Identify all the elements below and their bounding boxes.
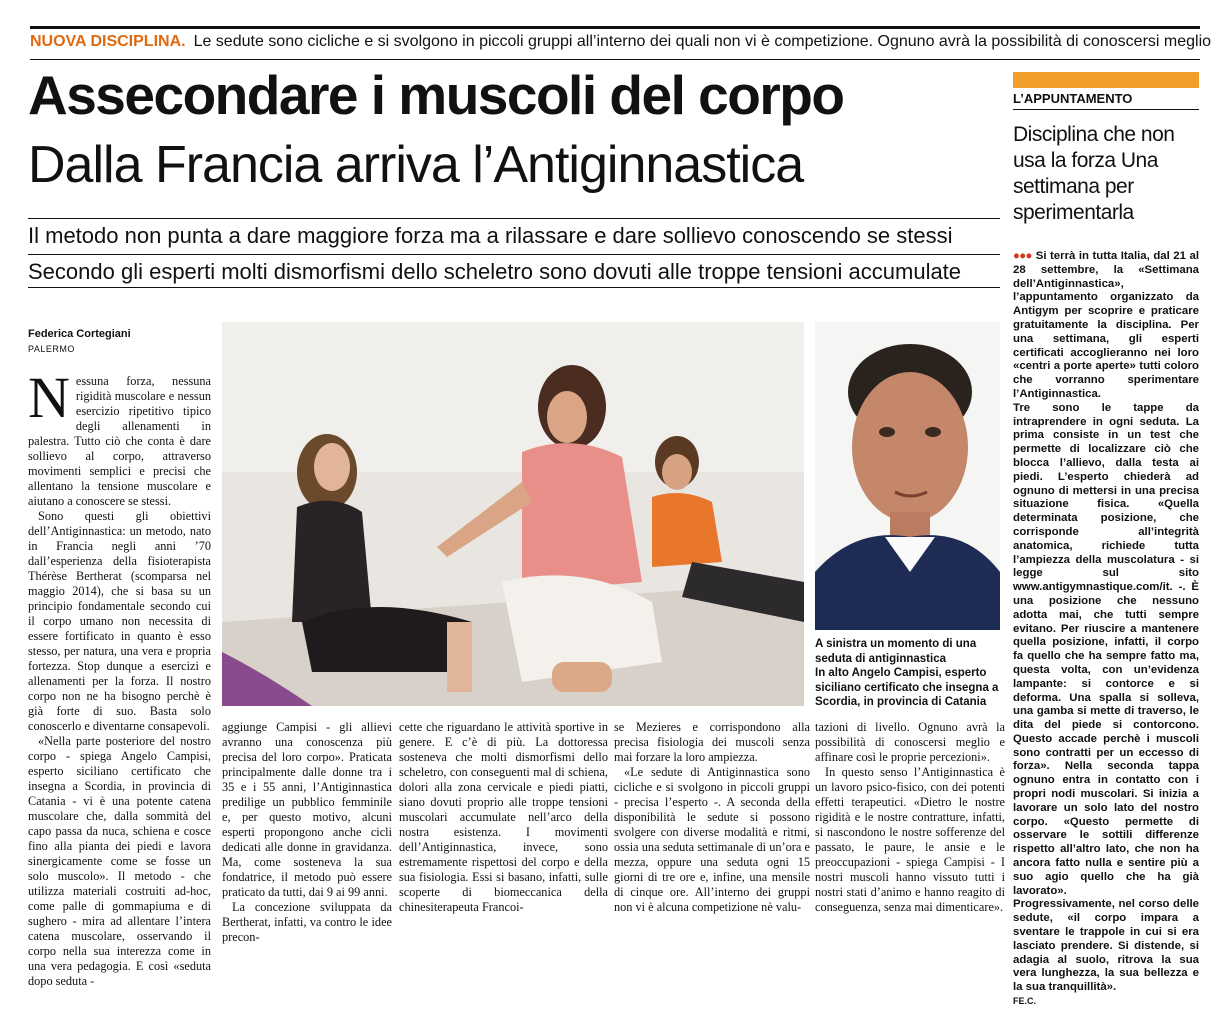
sidebar-body — [1013, 250, 1199, 1009]
paragraph: essuna forza, nessuna rigidità muscolare e nessun esercizio ripetitivo tipico degli allenamenti in palestra. Tutto ciò che conta è dare sollievo al corpo, attraverso movimenti semplici e precisi che allentano la tensione muscolare e aiutano a conoscere se stessi. — [28, 374, 211, 508]
article-column-4 — [614, 720, 810, 914]
session-photo — [222, 322, 804, 706]
paragraph: aggiunge Campisi - gli allievi avranno una conoscenza più precisa del loro corpo». Praticata principalmente dalle donne tra i 35 e i 55 anni, l’Antiginnastica predilige un pubblico femminile e, per questo motivo, alcuni esperti propongono anche cicli dedicati alle donne in gravidanza. Ma, come sosteneva la sua fondatrice, il metodo può essere praticato da tutti, dai 9 ai 99 anni. — [222, 720, 392, 899]
article-column-2 — [222, 720, 392, 944]
paragraph: tazioni di livello. Ognuno avrà la possibilità di conoscersi meglio e affinare così le proprie percezioni». — [815, 720, 1005, 764]
article-column-1 — [28, 365, 211, 988]
byline-author: Federica Cortegiani — [28, 328, 131, 340]
article-column-3 — [399, 720, 608, 914]
paragraph: se Mezieres e corrispondono alla precisa fisiologia dei muscoli senza mai forzare la loro ampiezza. — [614, 720, 810, 764]
sidebar-paragraph: ●●● Si terrà in tutta Italia, dal 21 al 28 settembre, la «Settimana dell’Antiginnastica», l’appuntamento organizzato da Antigym per scoprire e praticare gratuitamente la disciplina. Per una settimana, gli esperti certificati accoglieranno nei loro «centri a porte aperte» tutti coloro che vorranno sperimentare l’Antiginnastica. — [1013, 250, 1199, 400]
summary-line-2: Secondo gli esperti molti dismorfismi dello scheletro sono dovuti alle troppe tensioni accumulate — [28, 254, 1000, 288]
photo-caption — [815, 637, 1000, 710]
caption-line: A sinistra un momento di una seduta di antiginnastica — [815, 638, 977, 665]
kicker-text: Le sedute sono cicliche e si svolgono in piccoli gruppi all’interno dei quali non vi è competizione. Ognuno avrà la possibilità di conoscersi meglio — [193, 33, 1212, 50]
headline-title: Assecondare i muscoli del corpo — [28, 64, 844, 126]
paragraph: cette che riguardano le attività sportive in genere. E c’è di più. La dottoressa sosteneva che molti dismorfismi dello scheletro, con conseguenti mal di schiena, dolori alla zona cervicale e piedi piatti, siano dovuti proprio alle troppe tensioni muscolari accumulate nell’arco della nostra esistenza. I movimenti dell’Antiginnastica, invece, sono estremamente rispettosi del corpo e della sua fisiologia. Essi si basano, infatti, sulle scoperte di biomeccanica della chinesiterapeuta Francoi- — [399, 720, 608, 914]
drop-cap: N — [28, 365, 70, 430]
paragraph: In questo senso l’Antiginnastica è un lavoro psico-fisico, con dei potenti effetti terapeutici. «Dietro le nostre rigidità e le nostre contratture, infatti, si nascondono le nostre sofferenze del passato, le paure, le ansie e le preoccupazioni - spiega Campisi - I nostri muscoli hanno vissuto tutti i nostri stati d’animo e hanno reagito di conseguenza, senza mai dimenticare». — [815, 765, 1005, 914]
paragraph: «Le sedute di Antiginnastica sono cicliche e si svolgono in piccoli gruppi - precisa l’esperto -. A seconda della disponibilità le sedute si possono svolgere con diverse modalità e ritmi, ossia una seduta settimanale di un’ora e mezza, oppure una seduta ogni 15 giorni di tre ore e, infine, una mensile di cinque ore. All’interno dei gruppi non vi è alcuna competizione nè valu- — [614, 765, 810, 914]
kicker — [30, 26, 1212, 60]
article-column-5 — [815, 720, 1005, 914]
sidebar-paragraph: Progressivamente, nel corso delle sedute, «il corpo impara a sventare le trappole in cui si era lasciato prendere. Si distende, si adagia al suolo, ritrova la sua vera lunghezza, la sua bellezza e la sua tranquillità». — [1013, 898, 1199, 994]
bullet-dots-icon: ●●● — [1013, 250, 1032, 262]
paragraph: La concezione sviluppata da Bertherat, infatti, va contro le idee precon- — [222, 900, 392, 944]
caption-line: In alto Angelo Campisi, esperto siciliano certificato che insegna a Scordia, in provincia di Catania — [815, 667, 999, 708]
summary-line-1: Il metodo non punta a dare maggiore forza ma a rilassare e dare sollievo conoscendo se stessi — [28, 218, 1000, 251]
paragraph: «Nella parte posteriore del nostro corpo - spiega Angelo Campisi, esperto siciliano certificato che insegna a Scordia, in provincia di Catania - vi è una potente catena muscolare che, dalla sommità del capo passa da nuca, schiena e cosce fino alla pianta dei piedi e lavora sinergicamente come se fosse un solo muscolo». Il metodo - che utilizza materiali costruiti ad-hoc, come palle di gommapiuma e di sughero - mira ad allentare l’intera catena muscolare, osservando il corpo nella sua interezza come in una vera pedagogia. E così «seduta dopo seduta - — [28, 734, 211, 988]
sidebar-accent-bar — [1013, 72, 1199, 88]
sidebar-paragraph: Tre sono le tappe da intraprendere in ogni seduta. La prima consiste in un test che permette di localizzare ciò che blocca l’allievo, dalla testa ai piedi. L’esperto chiederà ad ognuno di mettersi in una precisa situazione fisica. «Quella determinata posizione, che corrisponde all’integrità anatomica, richiede tutta l’ampiezza della muscolatura - si legge sul sito www.antigymnastique.com/it. -. È una posizione che nessuno adotta mai, che tutti sempre evitano. Per riuscire a mantenere quella posizione, infatti, il corpo fa quello che ha sempre fatto ma, questa volta, con un’evidenza lampante: si contorce e si deforma. Una spalla si solleva, una gamba si mette di traverso, le dita del piede si contorcono. Questo accade perchè i muscoli sono contratti per un eccesso di forza». Nella seconda tappa ognuno entra in contatto con i propri nodi muscolari. Si inizia a lavorare un solo lato del nostro corpo. «Questo permette di osservare le sottili differenze rispetto all’altro lato, che non ha ancora fatto nulla e sentire più a suo agio quello che ha già lavorato». — [1013, 401, 1199, 897]
portrait-photo — [815, 322, 1000, 630]
paragraph: Sono questi gli obiettivi dell’Antiginnastica: un metodo, nato in Francia negli anni ’70 dall’esperienza della fisioterapista Thérèse Bertherat (scomparsa nel maggio 2014), che si basa su un principio fondamentale secondo cui il corpo umano non necessita di essere fortificato in quanto è esso stesso, per natura, una vera e propria fortezza. Stop dunque a esercizi e allenamenti per la forza. Il nostro corpo non ne ha bisogno perchè è già forte di suo. Basta solo conoscerlo e diventarne consapevoli. — [28, 509, 211, 733]
sidebar-signature: FE.C. — [1013, 996, 1037, 1007]
kicker-tag: NUOVA DISCIPLINA. — [30, 33, 186, 50]
sidebar-title: Disciplina che non usa la forza Una settimana per sperimentarla — [1013, 123, 1175, 224]
headline-subtitle: Dalla Francia arriva l’Antiginnastica — [28, 136, 804, 194]
sidebar-label: L’APPUNTAMENTO — [1013, 91, 1199, 110]
byline-place: PALERMO — [28, 344, 75, 354]
